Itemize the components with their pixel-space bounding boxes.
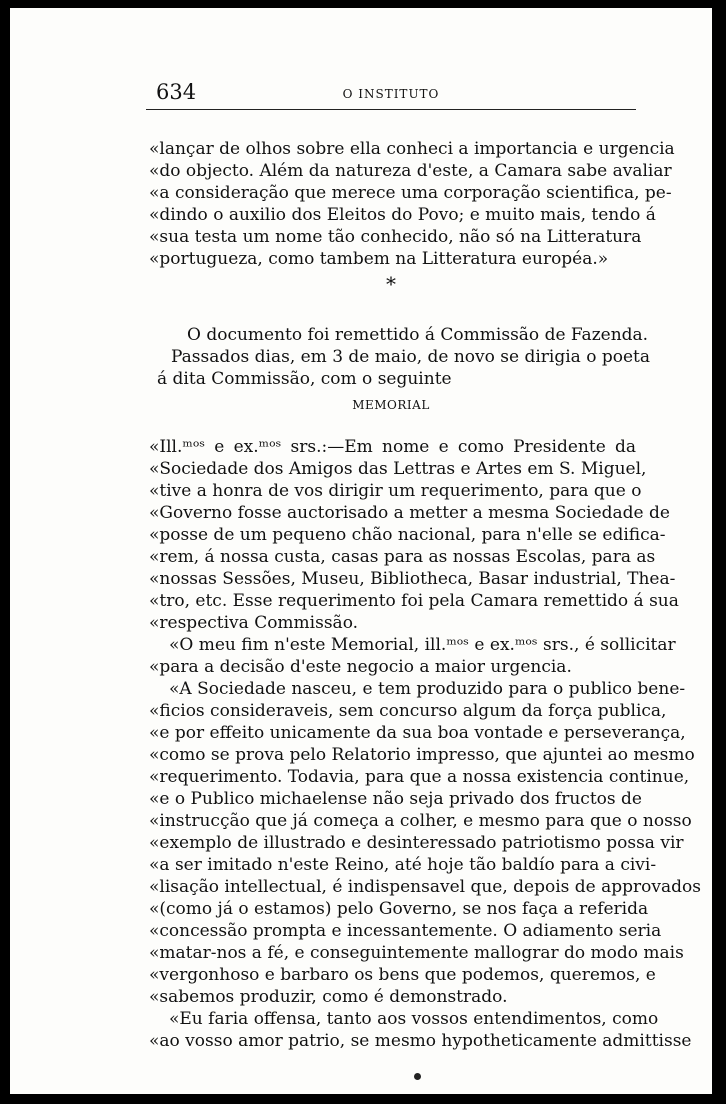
text-line: «e por effeito unicamente da sua boa vontade e perseverança, xyxy=(149,723,686,743)
running-title: O INSTITUTO xyxy=(342,87,440,101)
text-line: á dita Commissão, com o seguinte xyxy=(157,369,452,389)
text-line: «sua testa um nome tão conhecido, não só na Litteratura xyxy=(149,227,642,247)
text-line: «para a decisão d'este negocio a maior urgencia. xyxy=(149,657,572,677)
text-line: «sabemos produzir, como é demonstrado. xyxy=(149,987,508,1007)
text-line: «e o Publico michaelense não seja privado dos fructos de xyxy=(149,789,642,809)
text-line: Passados dias, em 3 de maio, de novo se dirigia o poeta xyxy=(171,347,650,367)
text-line: «tro, etc. Esse requerimento foi pela Camara remettido á sua xyxy=(149,591,679,611)
text-line: «Ill.ᵐᵒˢ e ex.ᵐᵒˢ srs.:—Em nome e como Presidente da xyxy=(149,437,636,457)
text-line: «posse de um pequeno chão nacional, para n'elle se edifica- xyxy=(149,525,666,545)
text-line: «portugueza, como tambem na Litteratura européa.» xyxy=(149,249,609,269)
text-line: «Governo fosse auctorisado a metter a mesma Sociedade de xyxy=(149,503,670,523)
text-line: «(como já o estamos) pelo Governo, se nos faça a referida xyxy=(149,899,649,919)
text-line: «Eu faria offensa, tanto aos vossos entendimentos, como xyxy=(169,1009,659,1029)
text-line: «matar-nos a fé, e conseguintemente mallograr do modo mais xyxy=(149,943,684,963)
text-line: «ficios consideraveis, sem concurso algum da força publica, xyxy=(149,701,667,721)
text-line: «a consideração que merece uma corporação scientifica, pe- xyxy=(149,183,672,203)
text-line: «lançar de olhos sobre ella conheci a importancia e urgencia xyxy=(149,139,675,159)
text-line: «concessão prompta e incessantemente. O adiamento seria xyxy=(149,921,662,941)
text-line: «requerimento. Todavia, para que a nossa existencia continue, xyxy=(149,767,690,787)
text-line: «a ser imitado n'este Reino, até hoje tão baldío para a civi- xyxy=(149,855,657,875)
page-number: 634 xyxy=(156,80,197,104)
text-line: «dindo o auxilio dos Eleitos do Povo; e muito mais, tendo á xyxy=(149,205,656,225)
body-text xyxy=(10,8,712,1094)
text-line: «lisação intellectual, é indispensavel que, depois de approvados xyxy=(149,877,701,897)
text-line: «instrucção que já começa a colher, e mesmo para que o nosso xyxy=(149,811,692,831)
page-marker-dot xyxy=(414,1073,421,1080)
text-line: «exemplo de illustrado e desinteressado patriotismo possa vir xyxy=(149,833,684,853)
text-line: «nossas Sessões, Museu, Bibliotheca, Basar industrial, Thea- xyxy=(149,569,676,589)
text-line: «rem, á nossa custa, casas para as nossas Escolas, para as xyxy=(149,547,656,567)
text-line: «ao vosso amor patrio, se mesmo hypotheticamente admittisse xyxy=(149,1031,692,1051)
text-line: «O meu fim n'este Memorial, ill.ᵐᵒˢ e ex.ᵐᵒˢ srs., é sollicitar xyxy=(169,635,676,655)
text-line: «vergonhoso e barbaro os bens que podemos, queremos, e xyxy=(149,965,656,985)
book-page xyxy=(10,8,712,1094)
text-line: «Sociedade dos Amigos das Lettras e Artes em S. Miguel, xyxy=(149,459,647,479)
text-line: «como se prova pelo Relatorio impresso, que ajuntei ao mesmo xyxy=(149,745,695,765)
memorial-heading: MEMORIAL xyxy=(352,398,430,412)
section-separator: * xyxy=(386,272,396,296)
text-line: «A Sociedade nasceu, e tem produzido para o publico bene- xyxy=(169,679,686,699)
text-line: «do objecto. Além da natureza d'este, a Camara sabe avaliar xyxy=(149,161,672,181)
text-line: «respectiva Commissão. xyxy=(149,613,359,633)
text-line: «tive a honra de vos dirigir um requerimento, para que o xyxy=(149,481,642,501)
text-line: O documento foi remettido á Commissão de Fazenda. xyxy=(187,325,649,345)
